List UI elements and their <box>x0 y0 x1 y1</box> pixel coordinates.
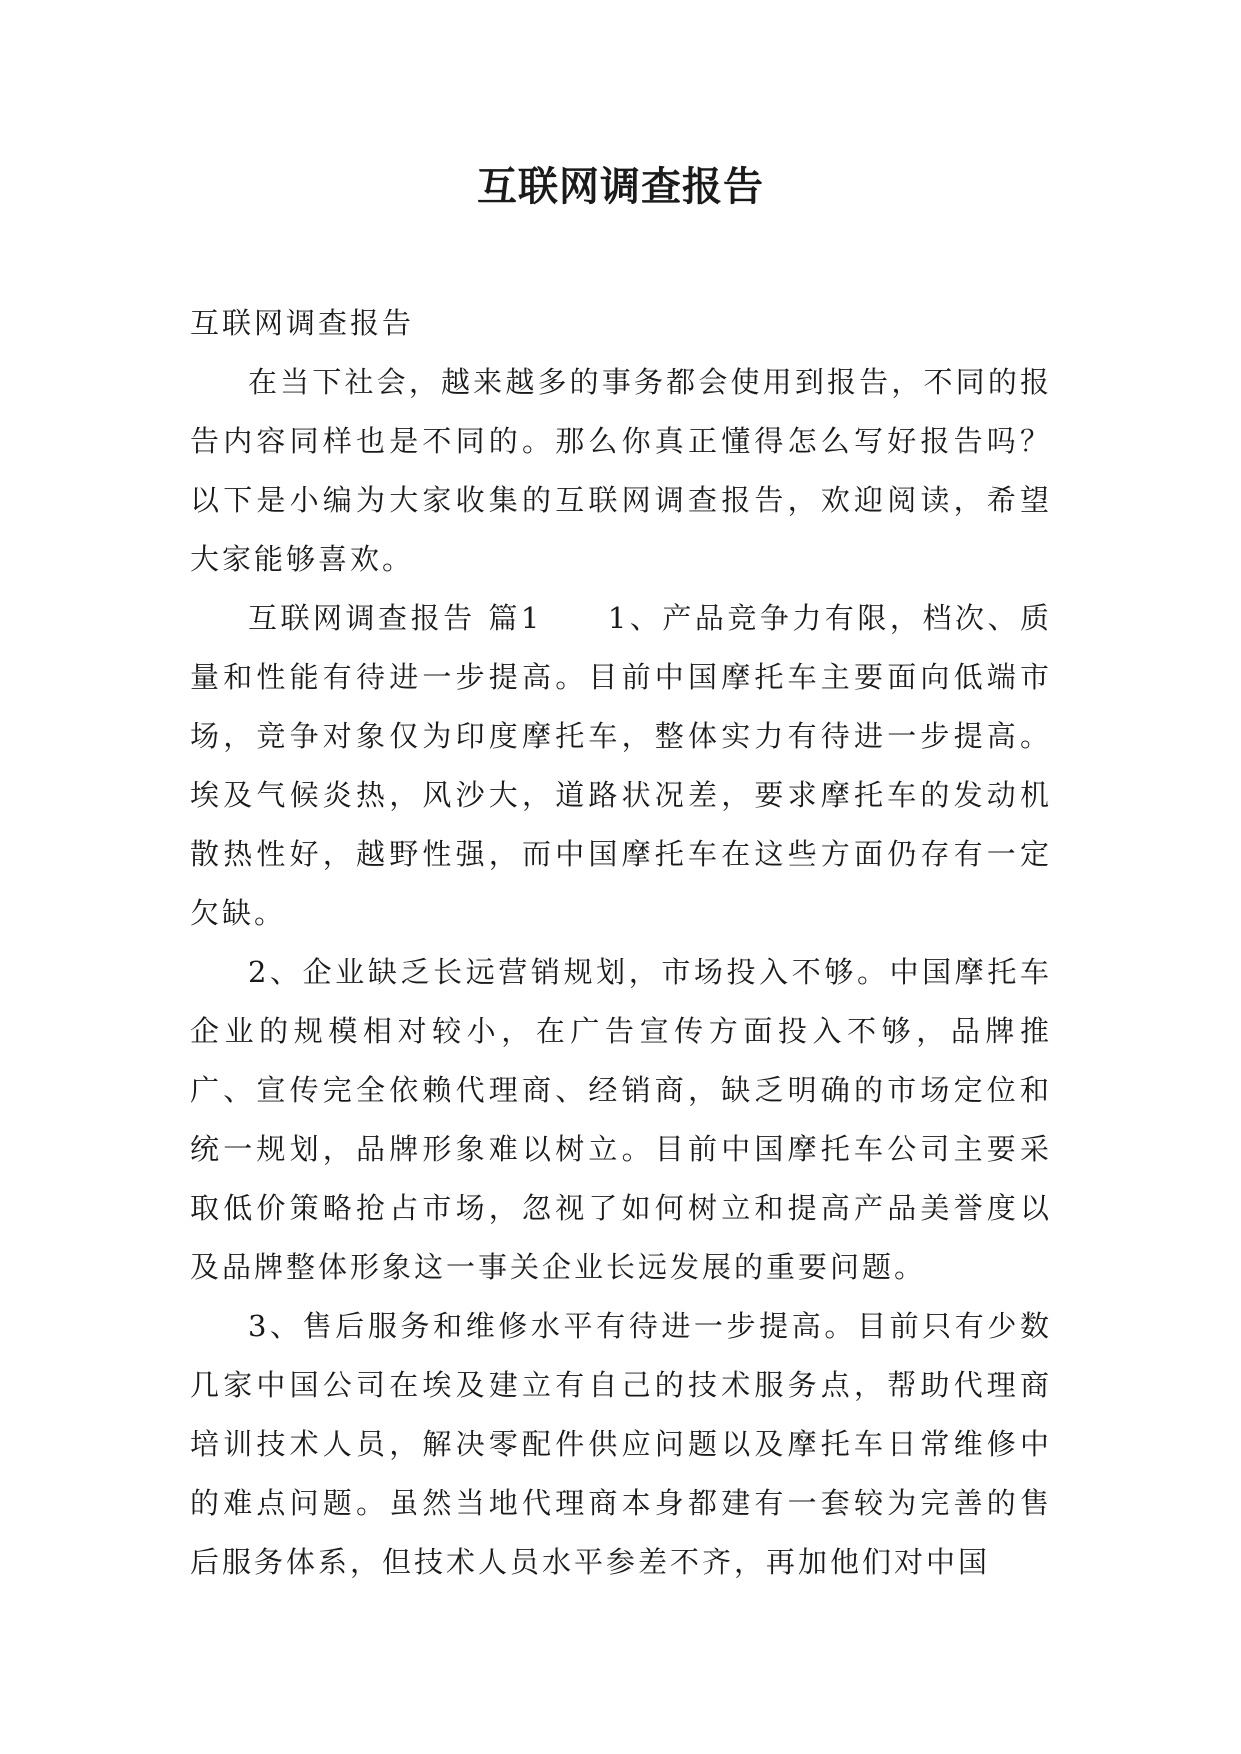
section-1-paragraph: 互联网调查报告 篇1 1、产品竞争力有限，档次、质量和性能有待进一步提高。目前中国摩托车主要面向低端市场，竞争对象仅为印度摩托车，整体实力有待进一步提高。埃及气候炎热，风沙大，道路状况差，要求摩托车的发动机散热性好，越野性强，而中国摩托车在这些方面仍存有一定欠缺。 <box>190 601 1052 930</box>
document-subtitle: 互联网调查报告 <box>190 306 415 340</box>
intro-paragraph: 在当下社会，越来越多的事务都会使用到报告，不同的报告内容同样也是不同的。那么你真正懂得怎么写好报告吗？以下是小编为大家收集的互联网调查报告，欢迎阅读，希望大家能够喜欢。 <box>190 365 1052 576</box>
section-2-paragraph: 2、企业缺乏长远营销规划，市场投入不够。中国摩托车企业的规模相对较小，在广告宣传方面投入不够，品牌推广、宣传完全依赖代理商、经销商，缺乏明确的市场定位和统一规划，品牌形象难以树立。目前中国摩托车公司主要采取低价策略抢占市场，忽视了如何树立和提高产品美誉度以及品牌整体形象这一事关企业长远发展的重要问题。 <box>190 955 1052 1284</box>
document-body <box>190 294 1052 1592</box>
section-3-paragraph: 3、售后服务和维修水平有待进一步提高。目前只有少数几家中国公司在埃及建立有自己的技术服务点，帮助代理商培训技术人员，解决零配件供应问题以及摩托车日常维修中的难点问题。虽然当地代理商本身都建有一套较为完善的售后服务体系，但技术人员水平参差不齐，再加他们对中国 <box>190 1309 1052 1579</box>
document-title: 互联网调查报告 <box>477 163 764 210</box>
